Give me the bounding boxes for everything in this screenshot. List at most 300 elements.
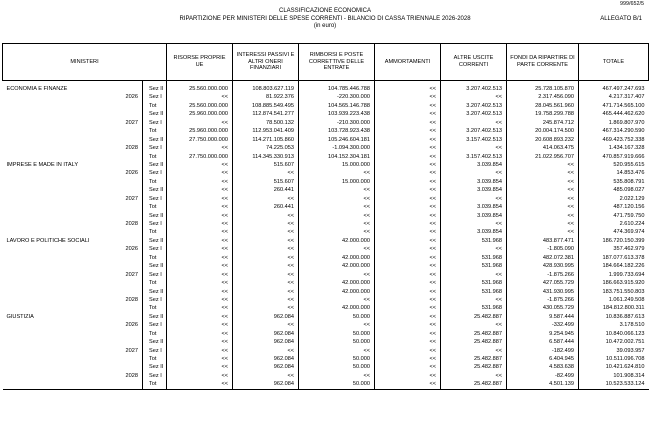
year-cell [118,228,143,236]
value-cell: 469.423.752.338 [579,136,649,144]
value-cell: << [375,153,441,161]
value-cell: << [167,228,233,236]
section-cell: Tot [143,102,167,110]
value-cell: << [233,245,299,253]
section-cell: Tot [143,228,167,236]
value-cell: 42.000.000 [299,304,375,312]
value-cell: << [233,212,299,220]
year-cell [118,279,143,287]
value-cell: << [233,296,299,304]
value-cell: 427.055.729 [507,279,579,287]
year-cell: 2028 [125,145,138,152]
value-cell: 6.404.945 [507,355,579,363]
value-cell: 3.207.402.513 [441,102,507,110]
value-cell: -182.499 [507,347,579,355]
col-header-interessi: INTERESSI PASSIVI E ALTRI ONERI FINANZIARI [233,44,299,81]
value-cell: 50.000 [299,313,375,321]
section-cell: Tot [143,279,167,287]
value-cell: 962.084 [233,330,299,338]
section-cell: Sez I [143,220,167,228]
section-cell: Sez II [143,237,167,245]
value-cell: << [299,169,375,177]
ministry-name [3,136,118,144]
value-cell: 19.758.299.788 [507,110,579,118]
section-cell: Sez II [143,313,167,321]
table-row [3,262,649,270]
value-cell: 10.836.887.613 [579,313,649,321]
value-cell: << [233,254,299,262]
value-cell: 104.785.446.788 [299,85,375,93]
table-row [3,313,649,321]
value-cell: << [299,271,375,279]
value-cell: 962.084 [233,338,299,346]
value-cell: 4.501.139 [507,380,579,389]
table-row [3,296,649,304]
col-header-fondi: FONDI DA RIPARTIRE DI PARTE CORRENTE [507,44,579,81]
document-reference: 999/652/5 [620,1,644,7]
value-cell: 531.968 [441,254,507,262]
value-cell: 4.583.638 [507,363,579,371]
table-row [3,355,649,363]
value-cell: 3.157.402.513 [441,153,507,161]
value-cell: << [299,195,375,203]
table-row [3,161,649,169]
section-cell: Sez I [143,169,167,177]
value-cell: 50.000 [299,363,375,371]
value-cell: 357.462.979 [579,245,649,253]
value-cell: 183.751.550.803 [579,288,649,296]
value-cell: << [167,178,233,186]
col-header-altre: ALTRE USCITE CORRENTI [441,44,507,81]
value-cell: << [441,220,507,228]
value-cell: << [167,169,233,177]
value-cell: << [507,161,579,169]
value-cell: 103.939.223.438 [299,110,375,118]
year-cell [118,304,143,312]
year-cell: 2026 [125,170,138,177]
year-cell: 2026 [125,246,138,253]
value-cell: 104.152.304.181 [299,153,375,161]
table-row [3,203,649,211]
heading-line-2: RIPARTIZIONE PER MINISTERI DELLE SPESE CORRENTI - BILANCIO DI CASSA TRIENNALE 2026-2028 [179,15,471,22]
table-row [3,119,649,127]
value-cell: << [299,372,375,380]
year-cell: 2028 [125,221,138,227]
value-cell: 260.441 [233,203,299,211]
value-cell: 531.968 [441,288,507,296]
ministry-name: ECONOMIA E FINANZE [6,86,68,92]
value-cell: 25.728.105.870 [507,85,579,93]
ministry-name [3,178,118,186]
value-cell: 531.968 [441,279,507,287]
value-cell: << [375,119,441,127]
value-cell: << [507,228,579,236]
value-cell: << [441,296,507,304]
value-cell: 245.874.712 [507,119,579,127]
value-cell: 184.664.182.226 [579,262,649,270]
section-cell: Sez II [143,338,167,346]
year-cell [118,288,143,296]
section-cell: Sez I [143,347,167,355]
value-cell: << [375,195,441,203]
value-cell: << [167,330,233,338]
value-cell: 186.720.150.399 [579,237,649,245]
value-cell: << [233,237,299,245]
table-row [3,237,649,245]
value-cell: 9.587.444 [507,313,579,321]
year-cell [118,110,143,118]
ministry-name [3,279,118,287]
ministry-name: IMPRESE E MADE IN ITALY [6,161,79,168]
value-cell: 531.968 [441,237,507,245]
ministry-name [3,271,118,279]
value-cell: 42.000.000 [299,254,375,262]
value-cell: 535.808.791 [579,178,649,186]
value-cell: 431.930.995 [507,288,579,296]
value-cell: 3.207.402.513 [441,85,507,93]
value-cell: << [375,296,441,304]
value-cell: << [167,245,233,253]
year-cell: 2027 [125,347,138,354]
ministry-name [3,220,118,228]
value-cell: << [441,245,507,253]
value-cell: 6.587.444 [507,338,579,346]
table-row [3,195,649,203]
value-cell: 39.093.957 [579,347,649,355]
value-cell: << [375,254,441,262]
value-cell: << [375,372,441,380]
value-cell: 101.908.314 [579,372,649,380]
section-cell: Sez I [143,271,167,279]
ministry-name [3,254,118,262]
ministry-name [3,228,118,236]
value-cell: 531.968 [441,304,507,312]
year-cell: 2028 [125,372,138,379]
value-cell: << [507,203,579,211]
table-row [3,279,649,287]
value-cell: 2.317.456.090 [507,93,579,101]
section-cell: Sez I [143,296,167,304]
value-cell: << [167,288,233,296]
ministry-name [3,186,118,194]
value-cell: << [299,245,375,253]
section-cell: Tot [143,330,167,338]
section-cell: Sez I [143,119,167,127]
value-cell: 42.000.000 [299,237,375,245]
value-cell: << [375,262,441,270]
value-cell: 10.511.096.708 [579,355,649,363]
section-cell: Tot [143,254,167,262]
value-cell: 10.472.002.751 [579,338,649,346]
section-cell: Tot [143,127,167,135]
value-cell: << [233,195,299,203]
value-cell: 260.441 [233,186,299,194]
table-row [3,212,649,220]
value-cell: 81.922.376 [233,93,299,101]
value-cell: 42.000.000 [299,279,375,287]
table-row [3,220,649,228]
value-cell: 14.853.476 [579,169,649,177]
year-cell [118,136,143,144]
value-cell: 25.482.887 [441,330,507,338]
year-cell: 2028 [125,296,138,303]
table-row [3,372,649,380]
value-cell: << [233,304,299,312]
value-cell: 3.039.854 [441,178,507,186]
value-cell: 467.497.247.693 [579,85,649,93]
col-header-rimborsi: RIMBORSI E POSTE CORRETTIVE DELLE ENTRATE [299,44,375,81]
value-cell: 50.000 [299,330,375,338]
value-cell: << [167,186,233,194]
value-cell: 112.874.541.277 [233,110,299,118]
value-cell: 28.045.561.960 [507,102,579,110]
expenditure-table [2,43,649,390]
section-cell: Sez I [143,93,167,101]
value-cell: << [375,169,441,177]
year-cell: 2026 [125,322,138,329]
table-row [3,110,649,118]
table-row [3,347,649,355]
value-cell: 25.560.000.000 [167,85,233,93]
allegato-label: ALLEGATO B/1 [600,16,642,22]
value-cell: 50.000 [299,380,375,389]
value-cell: << [507,178,579,186]
section-cell: Sez II [143,186,167,194]
value-cell: 25.960.000.000 [167,110,233,118]
value-cell: 25.960.000.000 [167,127,233,135]
section-cell: Sez II [143,262,167,270]
value-cell: << [299,296,375,304]
value-cell: 1.061.249.508 [579,296,649,304]
year-cell: 2027 [125,271,138,278]
value-cell: 4.217.317.407 [579,93,649,101]
ministry-name [3,203,118,211]
value-cell: -1.094.300.000 [299,144,375,152]
value-cell: << [375,237,441,245]
value-cell: 27.750.000.000 [167,153,233,161]
year-cell [118,85,143,93]
value-cell: -1.875.266 [507,296,579,304]
value-cell: 474.369.974 [579,228,649,236]
value-cell: 25.560.000.000 [167,102,233,110]
year-cell [118,186,143,194]
ministry-name [3,304,118,312]
value-cell: 471.714.565.100 [579,102,649,110]
ministry-name [3,110,118,118]
section-cell: Sez II [143,161,167,169]
table-row [3,321,649,329]
section-cell: Tot [143,304,167,312]
value-cell: << [375,102,441,110]
ministry-name [3,245,118,253]
value-cell: << [507,169,579,177]
value-cell: << [167,144,233,152]
value-cell: -210.300.000 [299,119,375,127]
year-cell [118,254,143,262]
year-cell [118,161,143,169]
value-cell: << [167,296,233,304]
value-cell: << [167,321,233,329]
value-cell: << [507,195,579,203]
value-cell: 20.004.174.500 [507,127,579,135]
value-cell: << [375,245,441,253]
value-cell: << [375,355,441,363]
table-row [3,153,649,161]
value-cell: 3.039.854 [441,161,507,169]
value-cell: 3.039.854 [441,212,507,220]
table-row [3,136,649,144]
value-cell: << [375,85,441,93]
value-cell: 25.482.887 [441,363,507,371]
value-cell: << [299,186,375,194]
ministry-name [3,102,118,110]
value-cell: << [375,144,441,152]
value-cell: 21.022.956.707 [507,153,579,161]
value-cell: << [507,212,579,220]
value-cell: 485.098.027 [579,186,649,194]
value-cell: << [233,228,299,236]
value-cell: 430.055.729 [507,304,579,312]
value-cell: << [167,237,233,245]
value-cell: << [375,161,441,169]
value-cell: << [167,254,233,262]
value-cell: << [441,195,507,203]
value-cell: << [441,169,507,177]
section-cell: Sez I [143,372,167,380]
table-row [3,144,649,152]
value-cell: 962.084 [233,380,299,389]
value-cell: << [375,271,441,279]
value-cell: 1.999.733.694 [579,271,649,279]
section-cell: Sez I [143,144,167,152]
value-cell: 3.178.510 [579,321,649,329]
year-cell [118,237,143,245]
year-cell [118,178,143,186]
table-row [3,93,649,101]
ministry-name [3,212,118,220]
value-cell: 465.444.462.620 [579,110,649,118]
value-cell: 187.077.613.378 [579,254,649,262]
value-cell: 42.000.000 [299,262,375,270]
value-cell: 27.750.000.000 [167,136,233,144]
value-cell: 531.968 [441,262,507,270]
value-cell: << [167,161,233,169]
value-cell: 10.523.533.124 [579,380,649,389]
value-cell: << [441,271,507,279]
value-cell: << [375,136,441,144]
year-cell [118,355,143,363]
value-cell: << [167,212,233,220]
value-cell: << [441,144,507,152]
section-cell: Sez II [143,85,167,93]
value-cell: 114.271.105.860 [233,136,299,144]
value-cell: << [233,347,299,355]
value-cell: 15.000.000 [299,178,375,186]
ministry-name [3,153,118,161]
ministry-name [3,347,118,355]
year-cell [118,127,143,135]
value-cell: << [441,119,507,127]
value-cell: 487.120.156 [579,203,649,211]
value-cell: << [375,93,441,101]
value-cell: 42.000.000 [299,288,375,296]
table-row [3,380,649,389]
value-cell: 428.930.995 [507,262,579,270]
ministry-name [3,288,118,296]
section-cell: Tot [143,380,167,389]
section-cell: Sez II [143,212,167,220]
value-cell: 25.482.887 [441,338,507,346]
year-cell [118,203,143,211]
year-cell [118,338,143,346]
ministry-name [3,380,118,389]
value-cell: << [167,380,233,389]
year-cell [118,363,143,371]
value-cell: << [441,372,507,380]
value-cell: << [167,372,233,380]
table-row [3,288,649,296]
section-cell: Sez I [143,321,167,329]
value-cell: 962.084 [233,313,299,321]
ministry-name [3,144,118,152]
value-cell: << [233,220,299,228]
value-cell: << [167,203,233,211]
table-row [3,169,649,177]
value-cell: << [167,363,233,371]
value-cell: 470.857.919.666 [579,153,649,161]
value-cell: << [375,228,441,236]
section-cell: Tot [143,203,167,211]
value-cell: 112.953.041.409 [233,127,299,135]
ministry-name [3,296,118,304]
table-row [3,186,649,194]
ministry-name [3,330,118,338]
value-cell: << [441,321,507,329]
heading-line-1: CLASSIFICAZIONE ECONOMICA [278,8,371,14]
value-cell: 1.434.167.328 [579,144,649,152]
value-cell: << [167,347,233,355]
col-header-ministeri: MINISTERI [3,44,167,81]
year-cell [118,330,143,338]
value-cell: << [299,347,375,355]
value-cell: 3.039.854 [441,203,507,211]
value-cell: << [375,110,441,118]
value-cell: 103.728.923.438 [299,127,375,135]
value-cell: << [441,347,507,355]
year-cell: 2027 [125,195,138,202]
year-cell [118,153,143,161]
table-row [3,228,649,236]
col-header-totale: TOTALE [579,44,649,81]
value-cell: << [233,169,299,177]
value-cell: 515.607 [233,178,299,186]
header-row [3,44,649,81]
value-cell: 962.084 [233,363,299,371]
value-cell: -220.300.000 [299,93,375,101]
value-cell: << [167,313,233,321]
value-cell: << [375,279,441,287]
value-cell: -1.805.090 [507,245,579,253]
value-cell: 104.565.146.788 [299,102,375,110]
value-cell: 414.063.475 [507,144,579,152]
value-cell: << [507,220,579,228]
ministry-name [3,372,118,380]
value-cell: << [375,313,441,321]
value-cell: 3.207.402.513 [441,127,507,135]
table-row [3,271,649,279]
table-row [3,127,649,135]
value-cell: 520.955.615 [579,161,649,169]
